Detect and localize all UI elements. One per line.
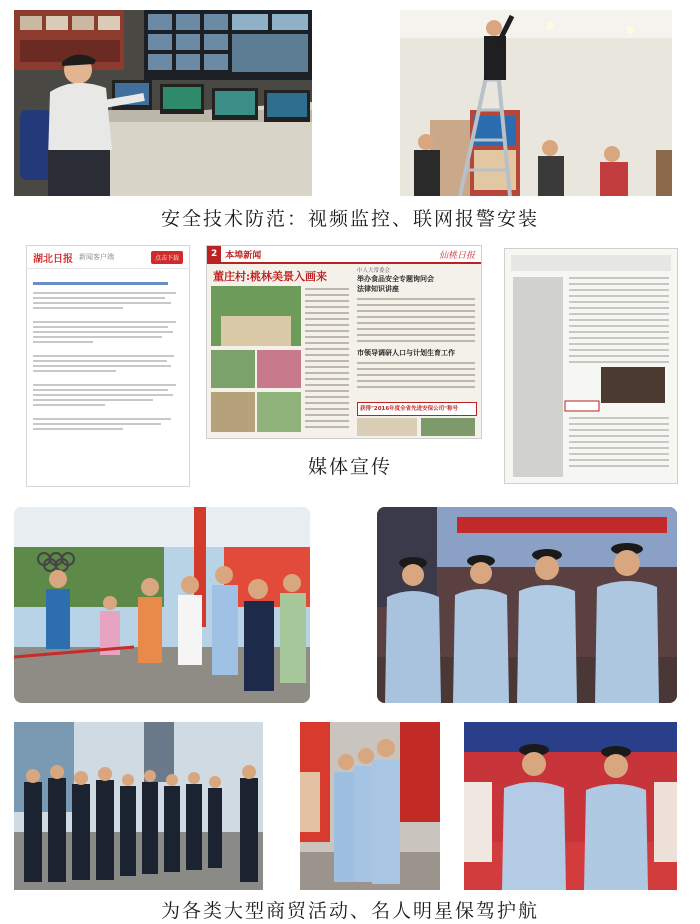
article-body bbox=[27, 287, 189, 435]
paper-headline: 董庄村:桃林美景入画来 bbox=[213, 270, 328, 283]
escort-caption: 为各类大型商贸活动、名人明星保驾护航 bbox=[160, 900, 539, 922]
download-button[interactable]: 点击下载 bbox=[151, 251, 183, 264]
app-subtitle: 新闻客户端 bbox=[79, 253, 114, 261]
vip-escort-photo bbox=[464, 722, 677, 890]
paper-subhead-3: 市领导调研人口与计划生育工作 bbox=[357, 349, 455, 357]
newspaper-clipping bbox=[206, 245, 482, 439]
page-section: 本埠新闻 bbox=[225, 250, 262, 261]
app-logo: 湖北日报 bbox=[33, 253, 73, 265]
media-caption: 媒体宣传 bbox=[307, 456, 392, 478]
media-app-screenshot bbox=[26, 245, 190, 487]
paper-masthead: 仙桃日报 bbox=[438, 250, 475, 261]
article-meta bbox=[27, 269, 189, 278]
security-guards-photo bbox=[377, 507, 677, 703]
paper-subhead-2: 法律知识讲座 bbox=[357, 285, 399, 293]
award-box-text: 获得"2016年度全省先进安保公司"称号 bbox=[360, 406, 459, 412]
patrol-march-photo bbox=[14, 722, 263, 890]
page-number: 2 bbox=[207, 246, 221, 262]
camera-install-photo bbox=[400, 10, 672, 196]
paper-subhead-1: 举办食品安全专题询问会 bbox=[357, 275, 434, 283]
article-title bbox=[27, 278, 189, 287]
event-crowd-photo bbox=[14, 507, 310, 703]
paper-kicker: 中人大常委会 bbox=[357, 268, 391, 274]
newspaper-page bbox=[504, 248, 678, 484]
event-guards-photo bbox=[300, 722, 440, 890]
security-caption: 安全技术防范：视频监控、联网报警安装 bbox=[160, 208, 539, 230]
monitoring-room-photo bbox=[14, 10, 312, 196]
